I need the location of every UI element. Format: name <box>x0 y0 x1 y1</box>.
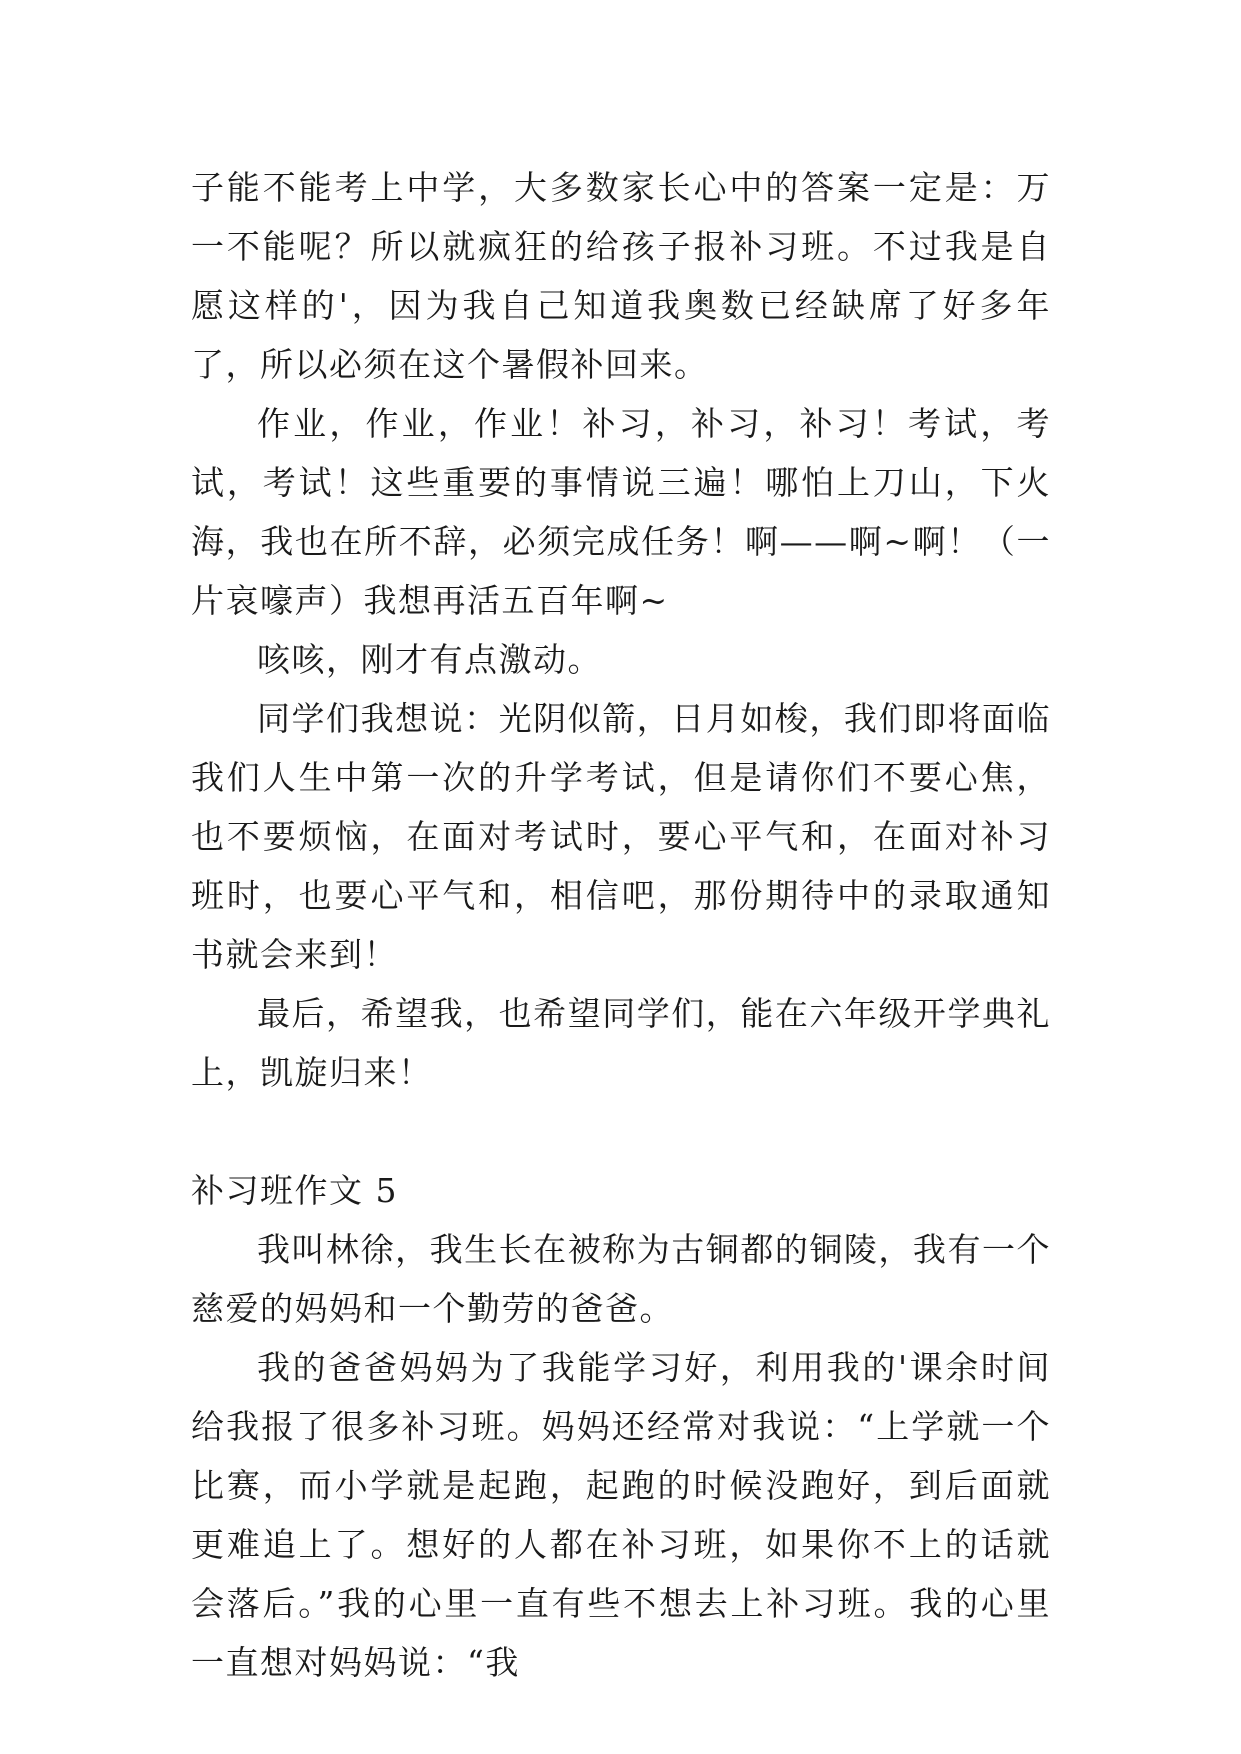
paragraph-6: 我叫林徐，我生长在被称为古铜都的铜陵，我有一个慈爱的妈妈和一个勤劳的爸爸。 <box>191 1230 1051 1328</box>
paragraph-2: 作业，作业，作业！补习，补习，补习！考试，考试，考试！这些重要的事情说三遍！哪怕上刀山，下火海，我也在所不辞，必须完成任务！啊——啊~啊！（一片哀嚎声）我想再活五百年啊~ <box>191 404 1051 620</box>
section-title: 补习班作文 5 <box>191 1171 398 1210</box>
paragraph-1: 子能不能考上中学，大多数家长心中的答案一定是：万一不能呢？所以就疯狂的给孩子报补习班。不过我是自愿这样的'，因为我自己知道我奥数已经缺席了好多年了，所以必须在这个暑假补回来。 <box>191 168 1051 384</box>
paragraph-7: 我的爸爸妈妈为了我能学习好，利用我的'课余时间给我报了很多补习班。妈妈还经常对我说：“上学就一个比赛，而小学就是起跑，起跑的时候没跑好，到后面就更难追上了。想好的人都在补习班，如果你不上的话就会落后。”我的心里一直有些不想去上补习班。我的心里一直想对妈妈说：“我 <box>191 1348 1051 1682</box>
paragraph-3: 咳咳，刚才有点激动。 <box>257 640 602 679</box>
section-spacer <box>191 1102 1051 1161</box>
paragraph-4: 同学们我想说：光阴似箭，日月如梭，我们即将面临我们人生中第一次的升学考试，但是请你们不要心焦，也不要烦恼，在面对考试时，要心平气和，在面对补习班时，也要心平气和，相信吧，那份期待中的录取通知书就会来到！ <box>191 699 1051 974</box>
paragraph-5: 最后，希望我，也希望同学们，能在六年级开学典礼上，凯旋归来！ <box>191 994 1051 1092</box>
document-body <box>191 158 1051 1692</box>
